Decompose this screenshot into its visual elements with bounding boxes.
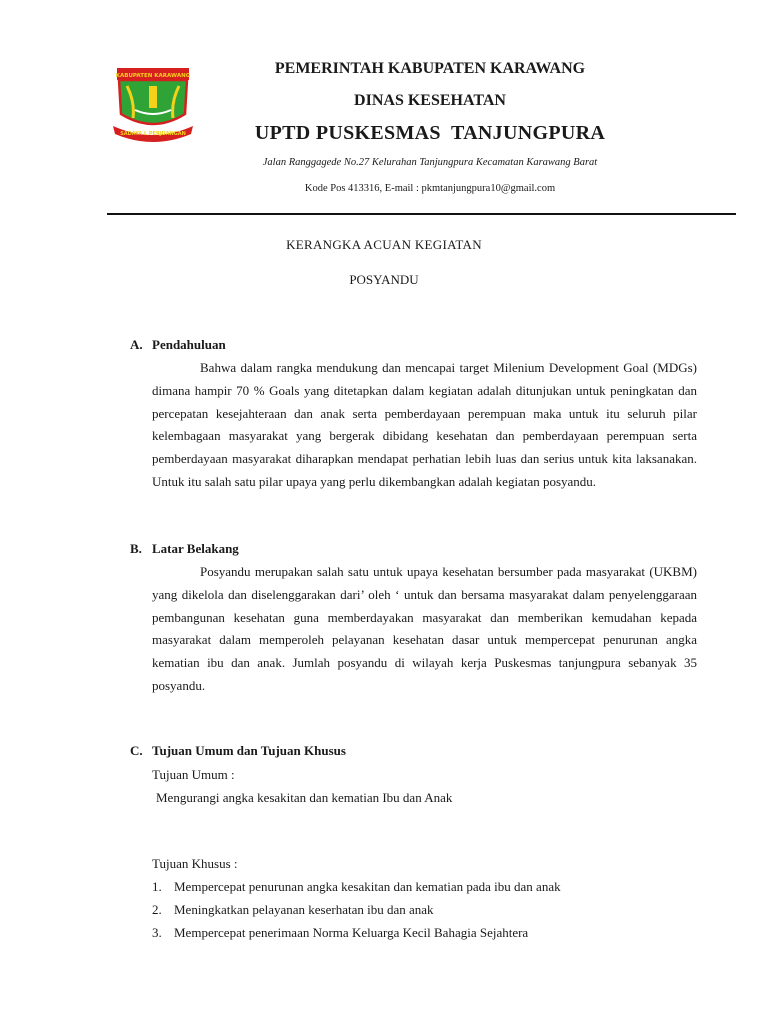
section-a-letter: A.: [130, 337, 143, 352]
letterhead-unit: UPTD PUSKESMAS TANJUNGPURA: [254, 122, 606, 144]
list-item: [152, 875, 697, 898]
logo-top-text: KABUPATEN KARAWANG: [115, 73, 191, 79]
logo-monument: [149, 86, 157, 108]
karawang-regency-logo: [105, 62, 201, 142]
tujuan-khusus-label: Tujuan Khusus :: [152, 856, 238, 871]
section-a-paragraph: Bahwa dalam rangka mendukung dan mencapai target Milenium Development Goal (MDGs) dimana hampir 70 % Goals yang ditetapkan dalam kegiatan adalah ditunjukan untuk peningkatan dan percepatan kesejahteraan dan anak serta pemberdayaan perempuan maka untuk itu seluruh pilar kelembagaan masyarakat yang bergerak dibidang kesehatan dan pemberdayaan perempuan serta pemberdayaan masyarakat diharapkan mendapat perhatian lebih luas dan serius untuk kita laksanakan. Untuk itu salah satu pilar upaya yang perlu dikembangkan adalah kegiatan posyandu.: [152, 360, 697, 489]
list-item-number: 2.: [152, 902, 162, 917]
tujuan-umum-label: Tujuan Umum :: [152, 767, 235, 782]
letterhead-contact: Kode Pos 413316, E-mail : pkmtanjungpura10@gmail.com: [304, 183, 556, 194]
letterhead-agency: DINAS KESEHATAN: [354, 92, 506, 109]
section-b-paragraph: Posyandu merupakan salah satu untuk upaya kesehatan bersumber pada masyarakat (UKBM) yang dikelola dan diselenggarakan dari’ oleh ‘ untuk dan bersama masyarakat dalam penyelenggaraan pembangunan kesehatan guna memberdayakan masyarakat dan memberikan kemudahan kepada masyarakat dalam memperoleh pelayanan kesehatan dasar untuk mempercepat penurunan angka kematian ibu dan anak. Jumlah posyandu di wilayah kerja Puskesmas tanjungpura sebanyak 35 posyandu.: [152, 564, 697, 693]
section-a-title: Pendahuluan: [152, 337, 226, 352]
section-b-title: Latar Belakang: [152, 541, 239, 556]
logo-bottom-text: SADAYA L PERJUANGAN: [120, 131, 186, 137]
section-c-title: Tujuan Umum dan Tujuan Khusus: [152, 743, 346, 758]
section-c-letter: C.: [130, 743, 143, 758]
document-title: KERANGKA ACUAN KEGIATAN: [286, 237, 482, 252]
letterhead-divider: [107, 213, 736, 215]
list-item-number: 1.: [152, 879, 162, 894]
section-a-heading: [130, 337, 226, 353]
section-b-letter: B.: [130, 541, 142, 556]
list-item-text: Meningkatkan pelayanan keserhatan ibu dan anak: [174, 902, 434, 917]
section-c-heading: [130, 743, 346, 759]
tujuan-khusus-list: [152, 875, 697, 944]
list-item-number: 3.: [152, 925, 162, 940]
list-item-text: Mempercepat penurunan angka kesakitan dan kematian pada ibu dan anak: [174, 879, 561, 894]
list-item-text: Mempercepat penerimaan Norma Keluarga Kecil Bahagia Sejahtera: [174, 925, 529, 940]
letterhead-government: PEMERINTAH KABUPATEN KARAWANG: [274, 60, 586, 77]
tujuan-umum-text: Mengurangi angka kesakitan dan kematian Ibu dan Anak: [156, 790, 453, 805]
list-item: [152, 921, 697, 944]
section-b-heading: [130, 541, 239, 557]
letterhead-address: Jalan Ranggagede No.27 Kelurahan Tanjungpura Kecamatan Karawang Barat: [262, 157, 598, 168]
document-subtitle: POSYANDU: [349, 272, 419, 287]
list-item: [152, 898, 697, 921]
